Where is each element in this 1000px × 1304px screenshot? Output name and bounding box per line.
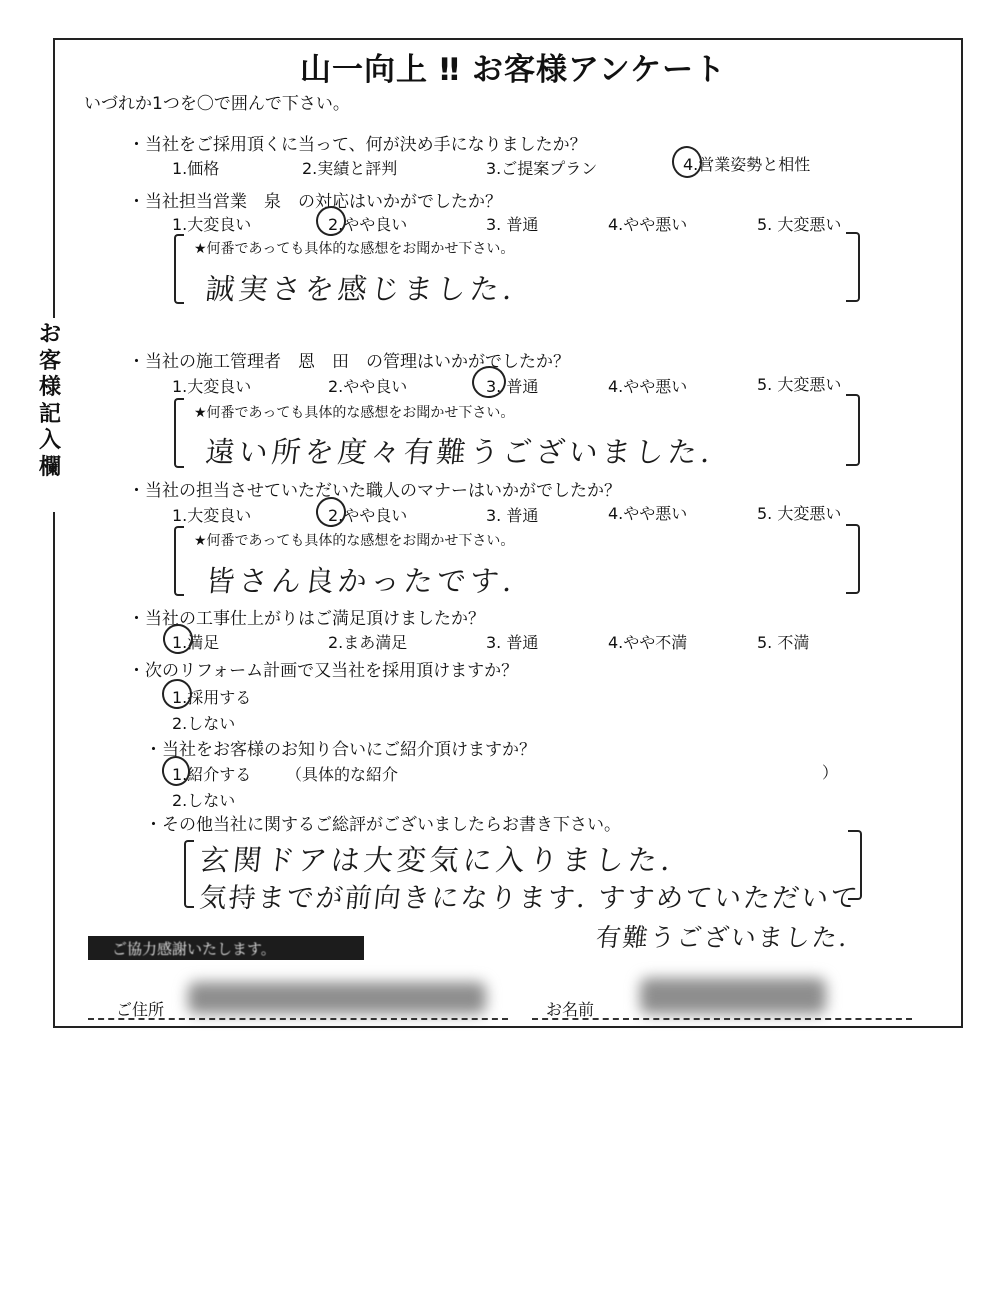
q3-option-4[interactable]: 4.やや悪い bbox=[608, 377, 688, 396]
q2-option-4[interactable]: 4.やや悪い bbox=[608, 215, 688, 234]
form-left-border-bottom bbox=[53, 512, 55, 1028]
q3-option-3[interactable]: 3. 普通 bbox=[486, 377, 539, 396]
question-7: ・当社をお客様のお知り合いにご紹介頂けますか？ bbox=[145, 740, 536, 760]
q3-option-1[interactable]: 1.大変良い bbox=[172, 377, 252, 396]
q6-option-2[interactable]: 2.しない bbox=[172, 714, 236, 733]
question-8: ・その他当社に関するご総評がございましたらお書き下さい。 bbox=[145, 815, 621, 835]
q3-option-5[interactable]: 5. 大変悪い bbox=[757, 375, 842, 394]
q4-option-2[interactable]: 2.やや良い bbox=[328, 506, 408, 525]
q1-option-1[interactable]: 1.価格 bbox=[172, 159, 220, 178]
q4-prompt: ★何番であっても具体的な感想をお聞かせ下さい。 bbox=[194, 533, 515, 549]
thanks-text: ご協力感謝いたします。 bbox=[112, 940, 276, 958]
q5-option-3[interactable]: 3. 普通 bbox=[486, 633, 539, 652]
name-label: お名前 bbox=[546, 1000, 595, 1019]
q4-option-4[interactable]: 4.やや悪い bbox=[608, 504, 688, 523]
q8-answer-line-3: 有難うございました. bbox=[594, 923, 851, 952]
q2-bracket-left bbox=[174, 234, 184, 304]
q7-detail-close: ） bbox=[822, 763, 839, 782]
q7-option-1[interactable]: 1.紹介する bbox=[172, 765, 252, 784]
form-left-border-top bbox=[53, 38, 55, 318]
q1-option-4[interactable]: 4.営業姿勢と相性 bbox=[683, 155, 811, 174]
q3-bracket-left bbox=[174, 398, 184, 468]
q6-option-1[interactable]: 1.採用する bbox=[172, 688, 252, 707]
q2-handwritten-answer: 誠実さを感じました. bbox=[204, 272, 518, 306]
q5-option-2[interactable]: 2.まあ満足 bbox=[328, 633, 408, 652]
q3-handwritten-answer: 遠い所を度々有難うございました. bbox=[204, 435, 716, 469]
instruction-text: いづれか1つを〇で囲んで下さい。 bbox=[84, 94, 350, 114]
q5-option-4[interactable]: 4.やや不満 bbox=[608, 633, 688, 652]
q2-option-1[interactable]: 1.大変良い bbox=[172, 215, 252, 234]
q1-option-3[interactable]: 3.ご提案プラン bbox=[486, 159, 598, 178]
q4-option-5[interactable]: 5. 大変悪い bbox=[757, 504, 842, 523]
question-6: ・次のリフォーム計画で又当社を採用頂けますか？ bbox=[128, 661, 519, 681]
q4-option-3[interactable]: 3. 普通 bbox=[486, 506, 539, 525]
q4-handwritten-answer: 皆さん良かったです. bbox=[204, 564, 518, 598]
q7-detail-label: （具体的な紹介 bbox=[286, 765, 399, 784]
question-5: ・当社の工事仕上がりはご満足頂けましたか？ bbox=[128, 609, 485, 629]
q3-option-2[interactable]: 2.やや良い bbox=[328, 377, 408, 396]
question-2: ・当社担当営業 泉 の対応はいかがでしたか？ bbox=[128, 192, 502, 212]
q4-option-1[interactable]: 1.大変良い bbox=[172, 506, 252, 525]
q2-option-5[interactable]: 5. 大変悪い bbox=[757, 215, 842, 234]
q5-option-5[interactable]: 5. 不満 bbox=[757, 633, 810, 652]
side-label: お客様記入欄 bbox=[38, 322, 61, 480]
question-1: ・当社をご採用頂くに当って、何が決め手になりましたか？ bbox=[128, 135, 587, 155]
q8-answer-line-1: 玄関ドアは大変気に入りました. bbox=[198, 843, 676, 877]
q7-option-2[interactable]: 2.しない bbox=[172, 791, 236, 810]
q5-option-1[interactable]: 1.満足 bbox=[172, 633, 220, 652]
q8-answer-line-2: 気持までが前向きになります. すすめていただいて bbox=[198, 883, 861, 914]
q8-bracket-left bbox=[184, 840, 194, 908]
q1-option-2[interactable]: 2.実績と評判 bbox=[302, 159, 398, 178]
q2-option-3[interactable]: 3. 普通 bbox=[486, 215, 539, 234]
q3-bracket-right bbox=[846, 394, 860, 466]
question-3: ・当社の施工管理者 恩 田 の管理はいかがでしたか？ bbox=[128, 352, 570, 372]
q4-bracket-left bbox=[174, 526, 184, 596]
question-4: ・当社の担当させていただいた職人のマナーはいかがでしたか？ bbox=[128, 481, 621, 501]
q2-prompt: ★何番であっても具体的な感想をお聞かせ下さい。 bbox=[194, 241, 515, 257]
q2-option-2[interactable]: 2.やや良い bbox=[328, 215, 408, 234]
name-line bbox=[532, 1018, 912, 1020]
name-redacted bbox=[640, 978, 826, 1014]
address-redacted bbox=[188, 982, 486, 1014]
address-line bbox=[88, 1018, 508, 1020]
q4-bracket-right bbox=[846, 524, 860, 594]
survey-title: 山一向上 ‼ お客様アンケート bbox=[300, 52, 727, 88]
q2-bracket-right bbox=[846, 232, 860, 302]
address-label: ご住所 bbox=[116, 1000, 165, 1019]
q3-prompt: ★何番であっても具体的な感想をお聞かせ下さい。 bbox=[194, 405, 515, 421]
